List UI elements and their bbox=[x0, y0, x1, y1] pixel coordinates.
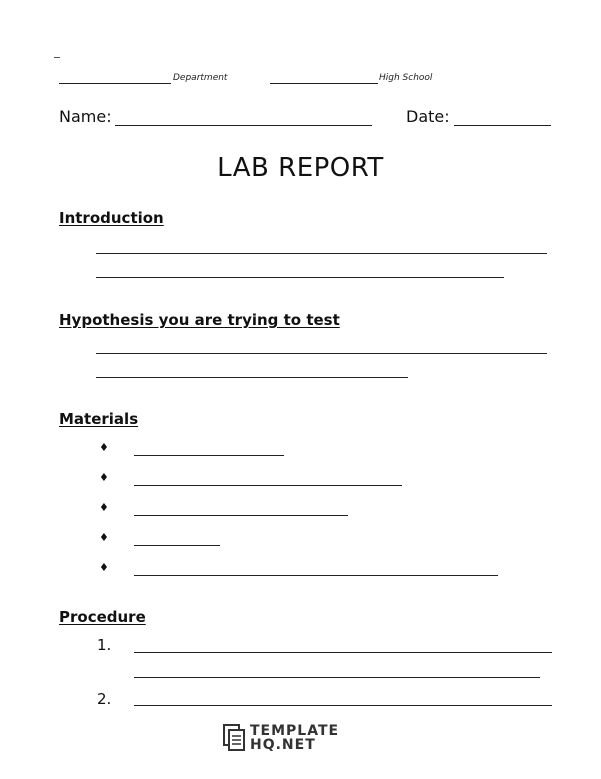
name-label: Name: bbox=[59, 107, 112, 126]
procedure-line-2 bbox=[134, 705, 552, 706]
templatehq-logo bbox=[223, 724, 339, 752]
procedure-heading: Procedure bbox=[59, 608, 146, 626]
corner-mark bbox=[54, 57, 60, 58]
hypothesis-line-1 bbox=[96, 353, 547, 354]
logo-text-line-1: TEMPLATE bbox=[250, 723, 340, 739]
page-title: LAB REPORT bbox=[217, 153, 384, 183]
materials-line-1 bbox=[134, 455, 284, 456]
hypothesis-line-2 bbox=[96, 377, 408, 378]
introduction-heading: Introduction bbox=[59, 209, 164, 227]
department-line bbox=[59, 83, 171, 84]
document-icon bbox=[223, 724, 245, 752]
name-line bbox=[115, 125, 372, 126]
procedure-line-1b bbox=[134, 677, 540, 678]
logo-text-line-2: HQ.NET bbox=[250, 737, 316, 753]
materials-line-2 bbox=[134, 485, 402, 486]
procedure-number-1: 1. bbox=[97, 636, 112, 654]
materials-heading: Materials bbox=[59, 410, 139, 428]
materials-bullet-1: ♦ bbox=[99, 441, 109, 454]
procedure-number-2: 2. bbox=[97, 690, 112, 708]
introduction-line-2 bbox=[96, 277, 504, 278]
department-label: Department bbox=[173, 73, 228, 83]
materials-bullet-2: ♦ bbox=[99, 471, 109, 484]
materials-bullet-5: ♦ bbox=[99, 561, 109, 574]
materials-line-4 bbox=[134, 545, 220, 546]
materials-line-5 bbox=[134, 575, 498, 576]
materials-line-3 bbox=[134, 515, 348, 516]
introduction-line-1 bbox=[96, 253, 547, 254]
school-line bbox=[270, 83, 378, 84]
hypothesis-heading: Hypothesis you are trying to test bbox=[59, 311, 340, 329]
date-label: Date: bbox=[406, 107, 450, 126]
materials-bullet-3: ♦ bbox=[99, 501, 109, 514]
date-line bbox=[454, 125, 551, 126]
logo-text bbox=[250, 724, 339, 752]
procedure-line-1a bbox=[134, 652, 552, 653]
school-label: High School bbox=[379, 73, 433, 83]
materials-bullet-4: ♦ bbox=[99, 531, 109, 544]
